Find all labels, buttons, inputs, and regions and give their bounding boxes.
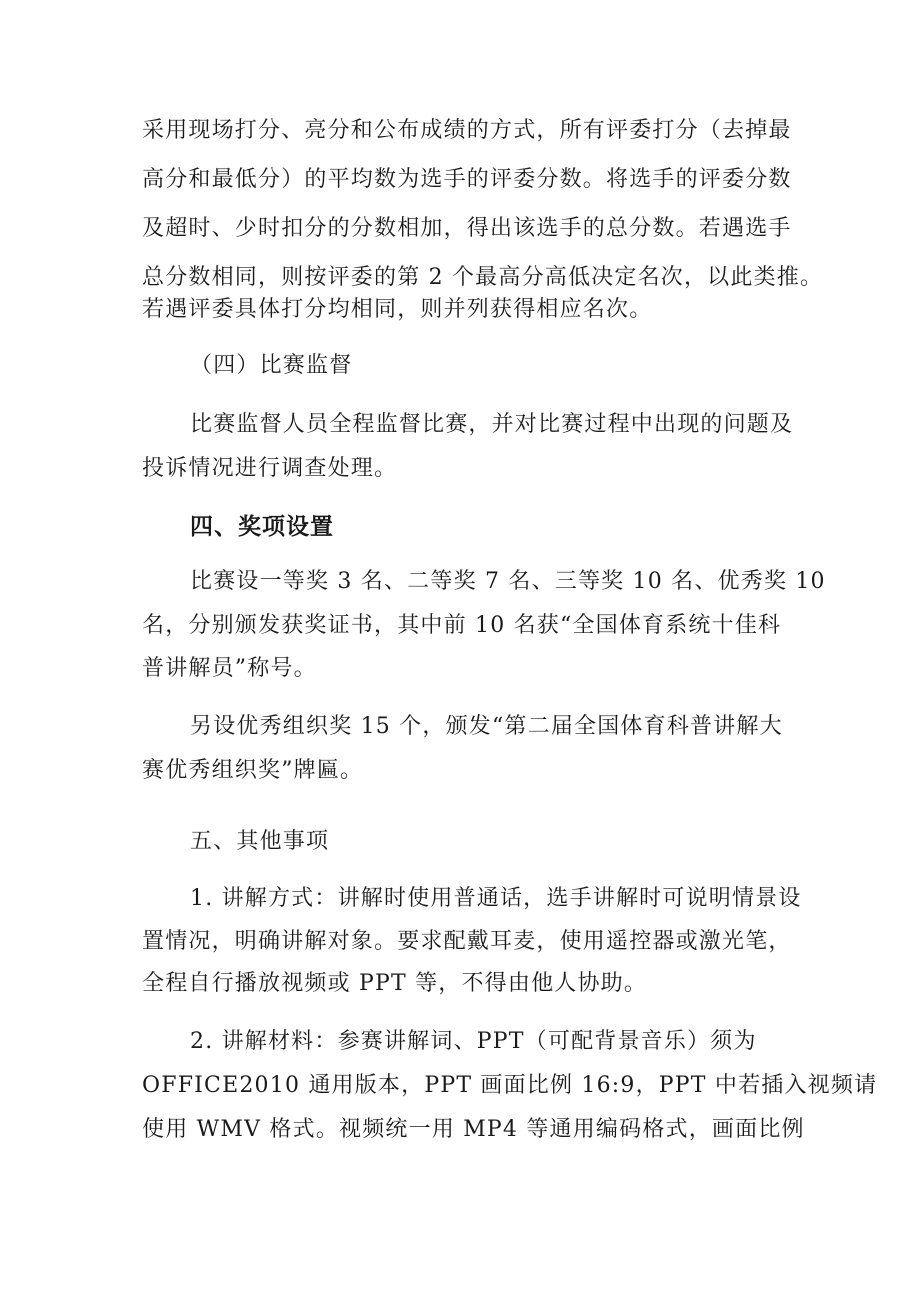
text-line: 总分数相同，则按评委的第 2 个最高分高低决定名次，以此类推。 (142, 265, 824, 290)
text-line: 投诉情况进行调查处理。 (142, 456, 398, 481)
text-line: 采用现场打分、亮分和公布成绩的方式，所有评委打分（去掉最 (142, 118, 792, 143)
text-line: 赛优秀组织奖”牌匾。 (142, 758, 364, 783)
text-line: 若遇评委具体打分均相同，则并列获得相应名次。 (142, 297, 653, 322)
text-line: 另设优秀组织奖 15 个，颁发“第二届全国体育科普讲解大 (190, 714, 783, 739)
text-line: 置情况，明确讲解对象。要求配戴耳麦，使用遥控器或激光笔， (142, 929, 792, 954)
section-heading: 五、其他事项 (190, 829, 330, 854)
text-line: 比赛监督人员全程监督比赛，并对比赛过程中出现的问题及 (190, 412, 794, 437)
text-line: 1. 讲解方式：讲解时使用普通话，选手讲解时可说明情景设 (190, 886, 802, 911)
text-line: 比赛设一等奖 3 名、二等奖 7 名、三等奖 10 名、优秀奖 10 (190, 569, 826, 594)
text-line: 名，分别颁发获奖证书，其中前 10 名获“全国体育系统十佳科 (142, 613, 782, 638)
text-line: 高分和最低分）的平均数为选手的评委分数。将选手的评委分数 (142, 167, 792, 192)
text-line: 使用 WMV 格式。视频统一用 MP4 等通用编码格式，画面比例 (142, 1117, 805, 1142)
section-heading: 四、奖项设置 (190, 514, 334, 540)
text-line: 普讲解员”称号。 (142, 656, 317, 681)
text-line: 全程自行播放视频或 PPT 等，不得由他人协助。 (142, 971, 648, 996)
text-line: 2. 讲解材料：参赛讲解词、PPT（可配背景音乐）须为 (190, 1029, 757, 1054)
section-subheading: （四）比赛监督 (190, 353, 353, 378)
text-line: 及超时、少时扣分的分数相加，得出该选手的总分数。若遇选手 (142, 216, 792, 241)
text-line: OFFICE2010 通用版本，PPT 画面比例 16:9，PPT 中若插入视频请 (142, 1073, 878, 1098)
